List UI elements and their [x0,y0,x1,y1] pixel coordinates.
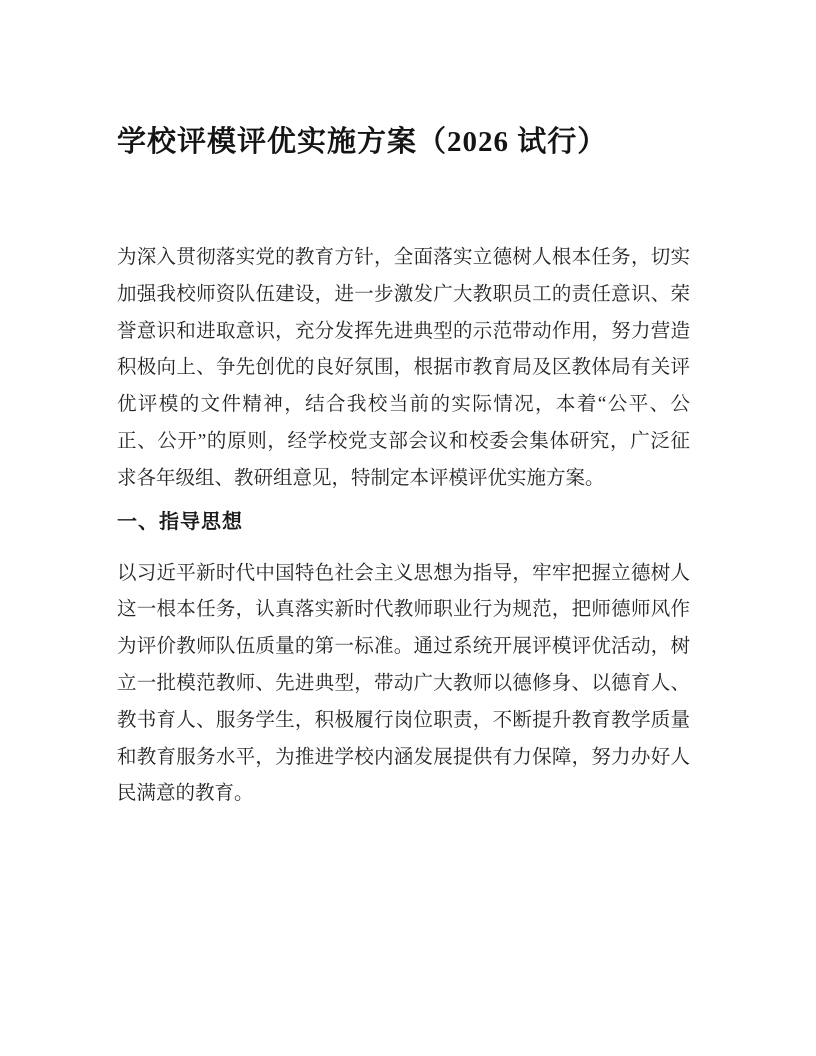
document-title: 学校评模评优实施方案（2026 试行） [117,126,608,158]
guiding-ideology-paragraph: 以习近平新时代中国特色社会主义思想为指导，牢牢把握立德树人这一根本任务，认真落实新时代教师职业行为规范，把师德师风作为评价教师队伍质量的第一标准。通过系统开展评模评优活动，树立一批模范教师、先进典型，带动广大教师以德修身、以德育人、教书育人、服务学生，积极履行岗位职责，不断提升教育教学质量和教育服务水平，为推进学校内涵发展提供有力保障，努力办好人民满意的教育。 [117,562,690,805]
section-heading-guiding-ideology: 一、指导思想 [117,510,243,533]
intro-paragraph: 为深入贯彻落实党的教育方针，全面落实立德树人根本任务，切实加强我校师资队伍建设，进一步激发广大教职员工的责任意识、荣誉意识和进取意识，充分发挥先进典型的示范带动作用，努力营造积极向上、争先创优的良好氛围，根据市教育局及区教体局有关评优评模的文件精神，结合我校当前的实际情况，本着“公平、公正、公开”的原则，经学校党支部会议和校委会集体研究，广泛征求各年级组、教研组意见，特制定本评模评优实施方案。 [117,247,690,489]
